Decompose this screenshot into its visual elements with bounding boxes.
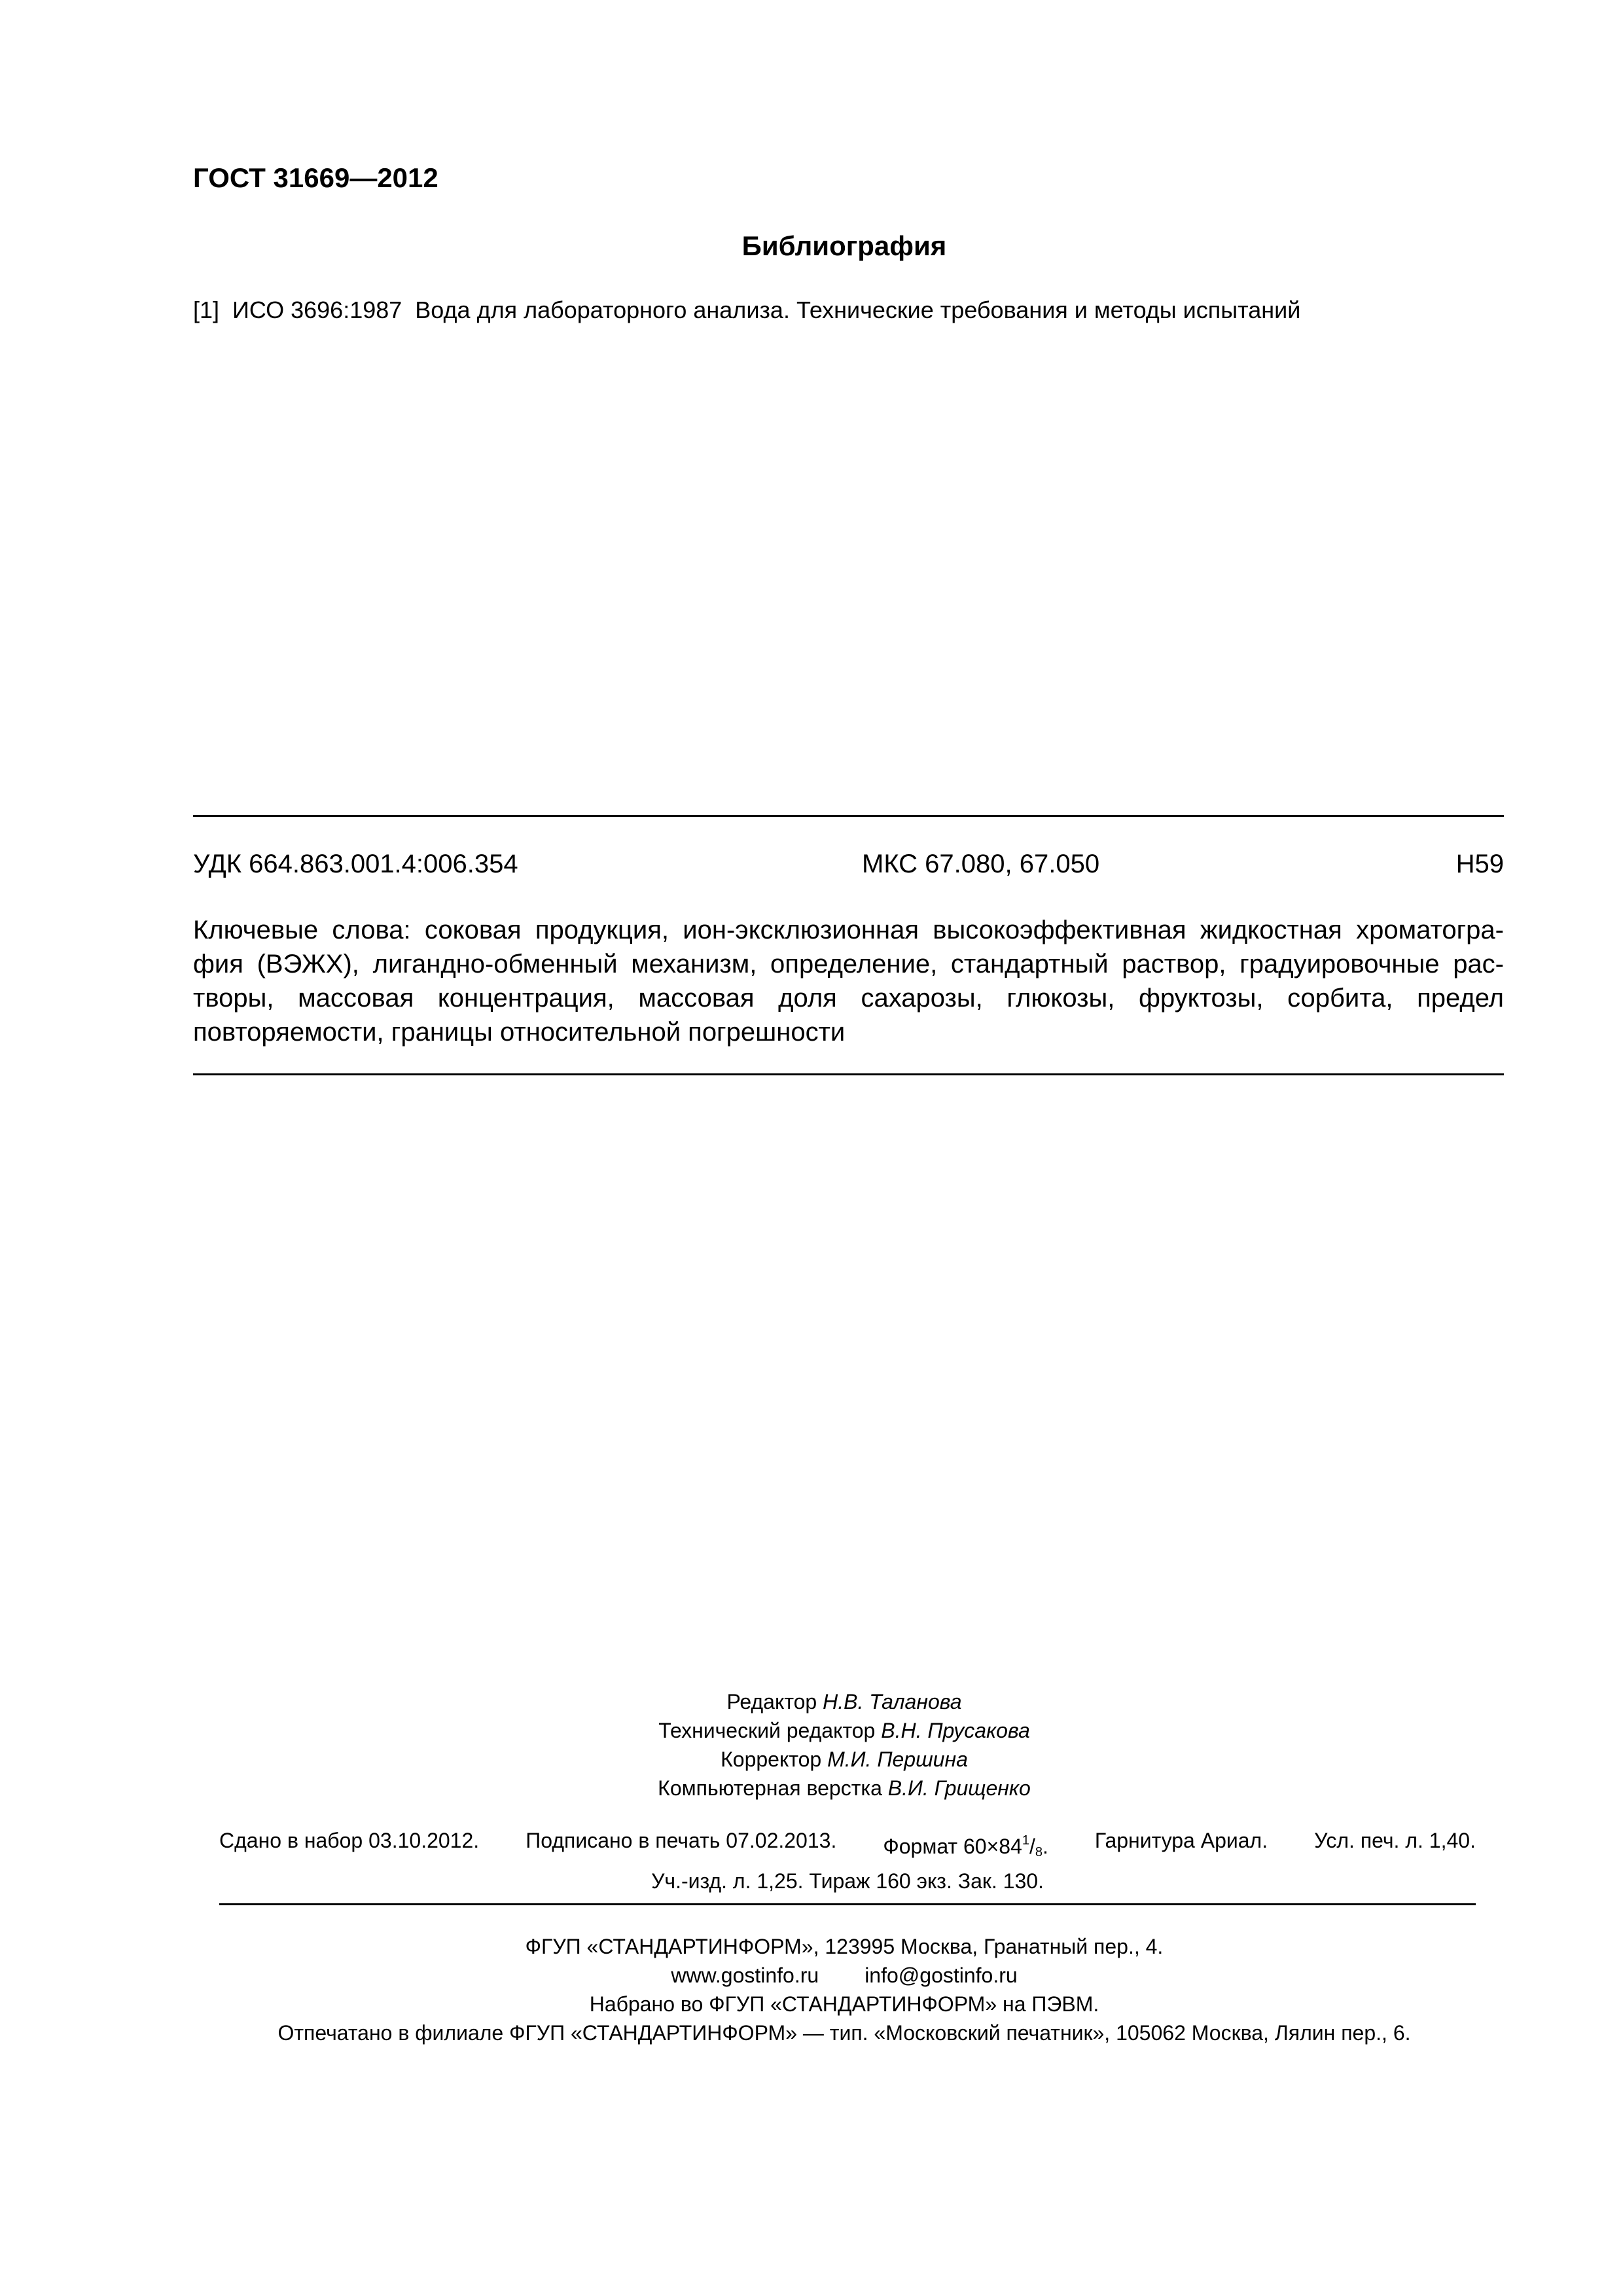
divider-bottom bbox=[219, 1903, 1476, 1905]
bibliography-item: [1] ИСО 3696:1987 Вода для лабораторного анализа. Технические требования и методы испытаний bbox=[193, 296, 1301, 323]
paper-format: Формат $60\times 84^1/_8$. bbox=[883, 1833, 1048, 1859]
staff-credits bbox=[0, 1687, 1623, 1803]
udk-code: УДК 664.863.001.4:006.354 bbox=[193, 850, 518, 878]
typeset-note: Набрано во ФГУП «СТАНДАРТИНФОРМ» на ПЭВМ. bbox=[589, 1992, 1099, 2016]
print-info bbox=[219, 1826, 1476, 1895]
email-link[interactable]: info@gostinfo.ru bbox=[865, 1964, 1018, 1987]
staff-layout: Компьютерная верстка В.И. Грищенко bbox=[658, 1776, 1031, 1800]
printed-note: Отпечатано в филиале ФГУП «СТАНДАРТИНФОРМ» — тип. «Московский печатник», 105062 Москва, Лялин пер., 6. bbox=[277, 2021, 1411, 2045]
publisher-info bbox=[0, 1932, 1623, 2047]
signed-date: Подписано в печать 07.02.2013. bbox=[526, 1829, 837, 1852]
edition-info: Уч.-изд. л. 1,25. Тираж 160 экз. Зак. 130. bbox=[651, 1869, 1044, 1893]
keywords-paragraph: Ключевые слова: соковая продукция, ион-эксклюзионная высокоэффективная жидкостная хроматогра-фия (ВЭЖХ), лигандно-обменный механизм, определение, стандартный раствор, градуировочные рас-творы, массовая концентрация, массовая доля сахарозы, глюкозы, фруктозы, сорбита, предел повторяемости, границы относительной погрешности bbox=[193, 916, 1504, 1047]
category-code: Н59 bbox=[1455, 850, 1504, 878]
divider-top bbox=[193, 815, 1504, 817]
staff-tech-editor: Технический редактор В.Н. Прусакова bbox=[658, 1719, 1030, 1742]
bibliography-title: Библиография bbox=[741, 230, 947, 261]
mks-code: МКС 67.080, 67.050 bbox=[862, 850, 1100, 878]
typeface: Гарнитура Ариал. bbox=[1094, 1829, 1268, 1852]
print-sheets: Усл. печ. л. 1,40. bbox=[1314, 1829, 1476, 1852]
website-link[interactable]: www.gostinfo.ru bbox=[671, 1964, 819, 1987]
submitted-date: Сдано в набор 03.10.2012. bbox=[219, 1829, 480, 1852]
standard-code: ГОСТ 31669—2012 bbox=[193, 162, 438, 193]
divider-middle bbox=[193, 1073, 1504, 1075]
staff-editor: Редактор Н.В. Таланова bbox=[726, 1690, 962, 1713]
publisher-address: ФГУП «СТАНДАРТИНФОРМ», 123995 Москва, Гранатный пер., 4. bbox=[525, 1935, 1164, 1958]
publisher-contacts bbox=[0, 1961, 1623, 1990]
staff-corrector: Корректор М.И. Першина bbox=[721, 1748, 968, 1771]
